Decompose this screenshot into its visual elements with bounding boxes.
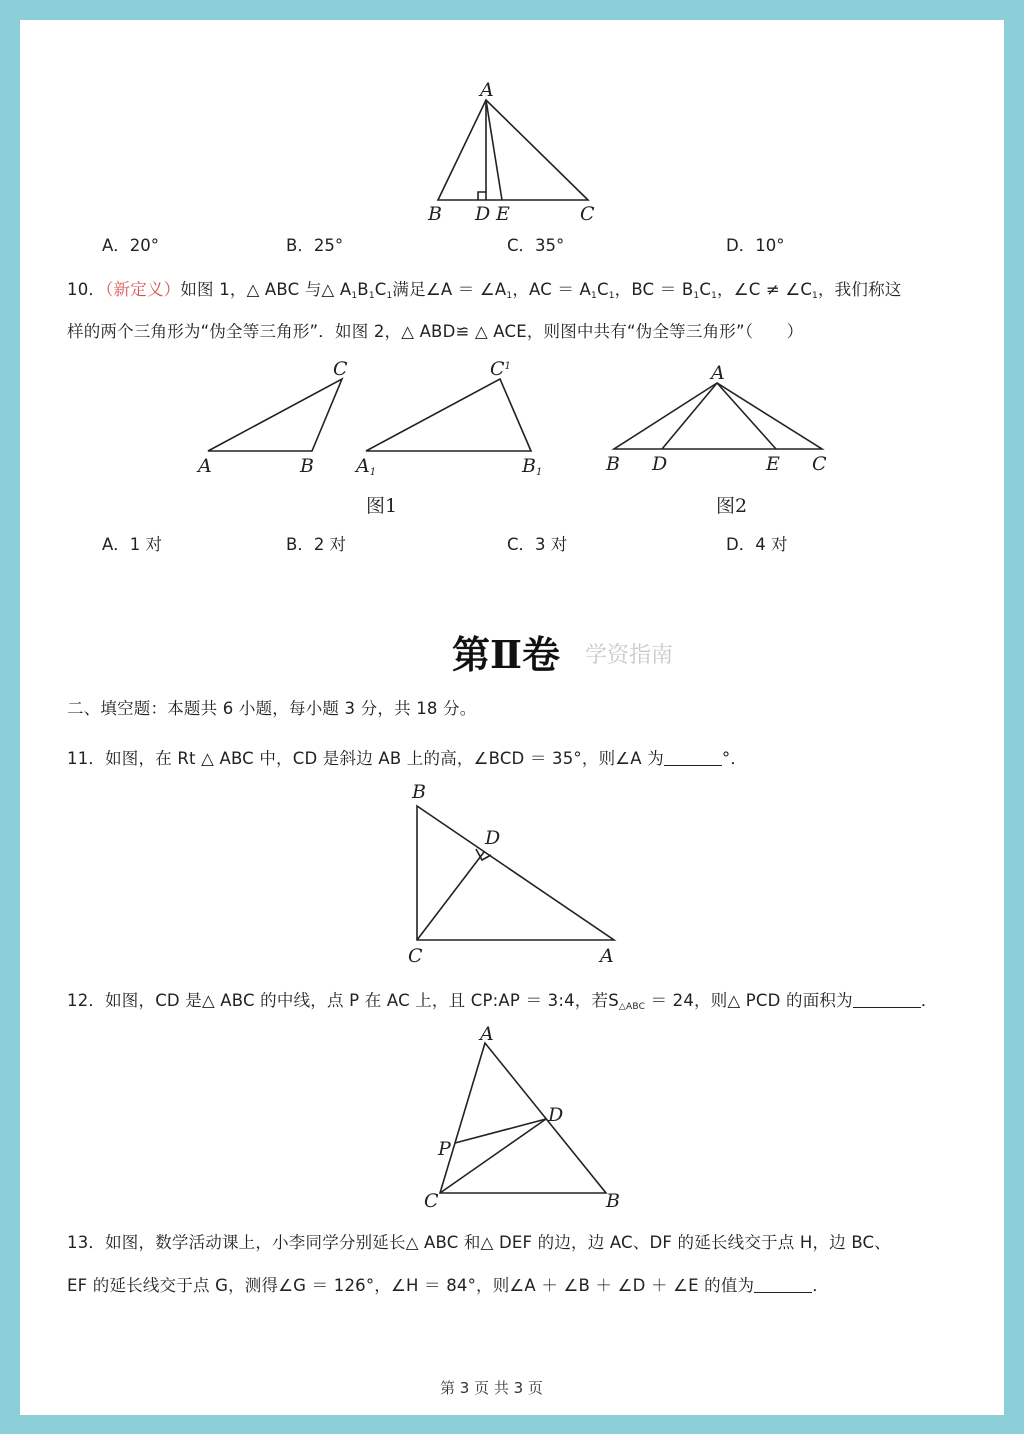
q9-label-a: A (480, 80, 494, 101)
q12-label-a: A (480, 1025, 494, 1045)
fig1-label-b: B (300, 455, 314, 477)
q11-label-a: A (600, 945, 614, 967)
q11-text: 11．如图，在 Rt △ ABC 中，CD 是斜边 AB 上的高，∠BCD ＝ 35°，则∠A 为 °． (67, 749, 748, 768)
q9-option-a: A．20° (102, 236, 160, 255)
q11-label-d: D (485, 827, 501, 849)
q12-label-d: D (548, 1104, 564, 1126)
fig2-label-a: A (711, 362, 725, 384)
q9-label-c: C (580, 203, 595, 225)
q10-option-c: C．3 对 (507, 535, 568, 554)
section2-heading: 二、填空题：本题共 6 小题，每小题 3 分，共 18 分。 (67, 699, 477, 718)
q10-line2: 样的两个三角形为“伪全等三角形”．如图 2，△ ABD≌ △ ACE，则图中共有“伪全等三角形”（ ） (67, 322, 804, 341)
q12-text: 12．如图，CD 是△ ABC 的中线，点 P 在 AC 上，且 CP:AP ＝ 3:4，若$S_{\triangle ABC} = 24$，则△ PCD 的面积为 ． (67, 991, 938, 1012)
fig1-label-c1: $C^1$ (490, 358, 511, 380)
q10-option-a: A．1 对 (102, 535, 163, 554)
q9-label-b: B (428, 203, 442, 225)
q9-triangle-figure (420, 80, 620, 250)
fig2-label-e: E (766, 453, 780, 475)
fig1-caption: 图1 (366, 495, 398, 515)
q10-option-d: D．4 对 (726, 535, 788, 554)
q9-label-d: D (475, 203, 491, 225)
q12-label-p: P (438, 1138, 451, 1160)
q10-tag: （新定义） (105, 280, 181, 299)
q9-option-d: D．10° (726, 236, 785, 255)
q12-label-c: C (424, 1190, 439, 1210)
q10-line1: 10．（新定义）如图 1，△ ABC 与△ $A_1B_1C_1$满足∠A ＝ $\angle A_1$，AC ＝ $A_1C_1$，BC ＝ $B_1C_1$，∠C ≠ $\angle C_1$，我们称这 (67, 280, 902, 301)
q12-triangle-figure (420, 1025, 630, 1210)
q12-label-b: B (606, 1190, 620, 1210)
fig2-label-b: B (606, 453, 620, 475)
fig1-label-a: A (198, 455, 212, 477)
q11-answer-blank[interactable] (664, 751, 722, 766)
fig2-label-c: C (812, 453, 827, 475)
fig2-label-d: D (652, 453, 668, 475)
fig2-caption: 图2 (716, 495, 748, 515)
q11-label-c: C (408, 945, 423, 967)
q13-answer-blank[interactable] (754, 1278, 812, 1293)
watermark: 学资指南 (585, 643, 674, 668)
fig1-label-c: C (333, 358, 348, 380)
q11-label-b: B (412, 781, 426, 803)
q10-option-b: B．2 对 (286, 535, 347, 554)
q13-line1: 13．如图，数学活动课上，小李同学分别延长△ ABC 和△ DEF 的边，边 AC、DF 的延长线交于点 H，边 BC、 (67, 1233, 891, 1252)
section-title: 第Ⅱ卷 (452, 632, 561, 677)
q9-option-b: B．25° (286, 236, 344, 255)
fig1-label-a1: A1 (356, 455, 377, 478)
q11-triangle-figure (400, 780, 640, 970)
q13-line2: EF 的延长线交于点 G，测得∠G ＝ 126°，∠H ＝ 84°，则∠A ＋ ∠B ＋ ∠D ＋ ∠E 的值为 ． (67, 1276, 829, 1295)
page-footer: 第 3 页 共 3 页 (440, 1379, 543, 1397)
q9-option-c: C．35° (507, 236, 565, 255)
q12-answer-blank[interactable] (853, 993, 921, 1008)
q10-figures (190, 355, 830, 515)
exam-page (20, 20, 1004, 1415)
fig1-label-b1: B1 (522, 455, 543, 478)
q9-label-e: E (496, 203, 510, 225)
